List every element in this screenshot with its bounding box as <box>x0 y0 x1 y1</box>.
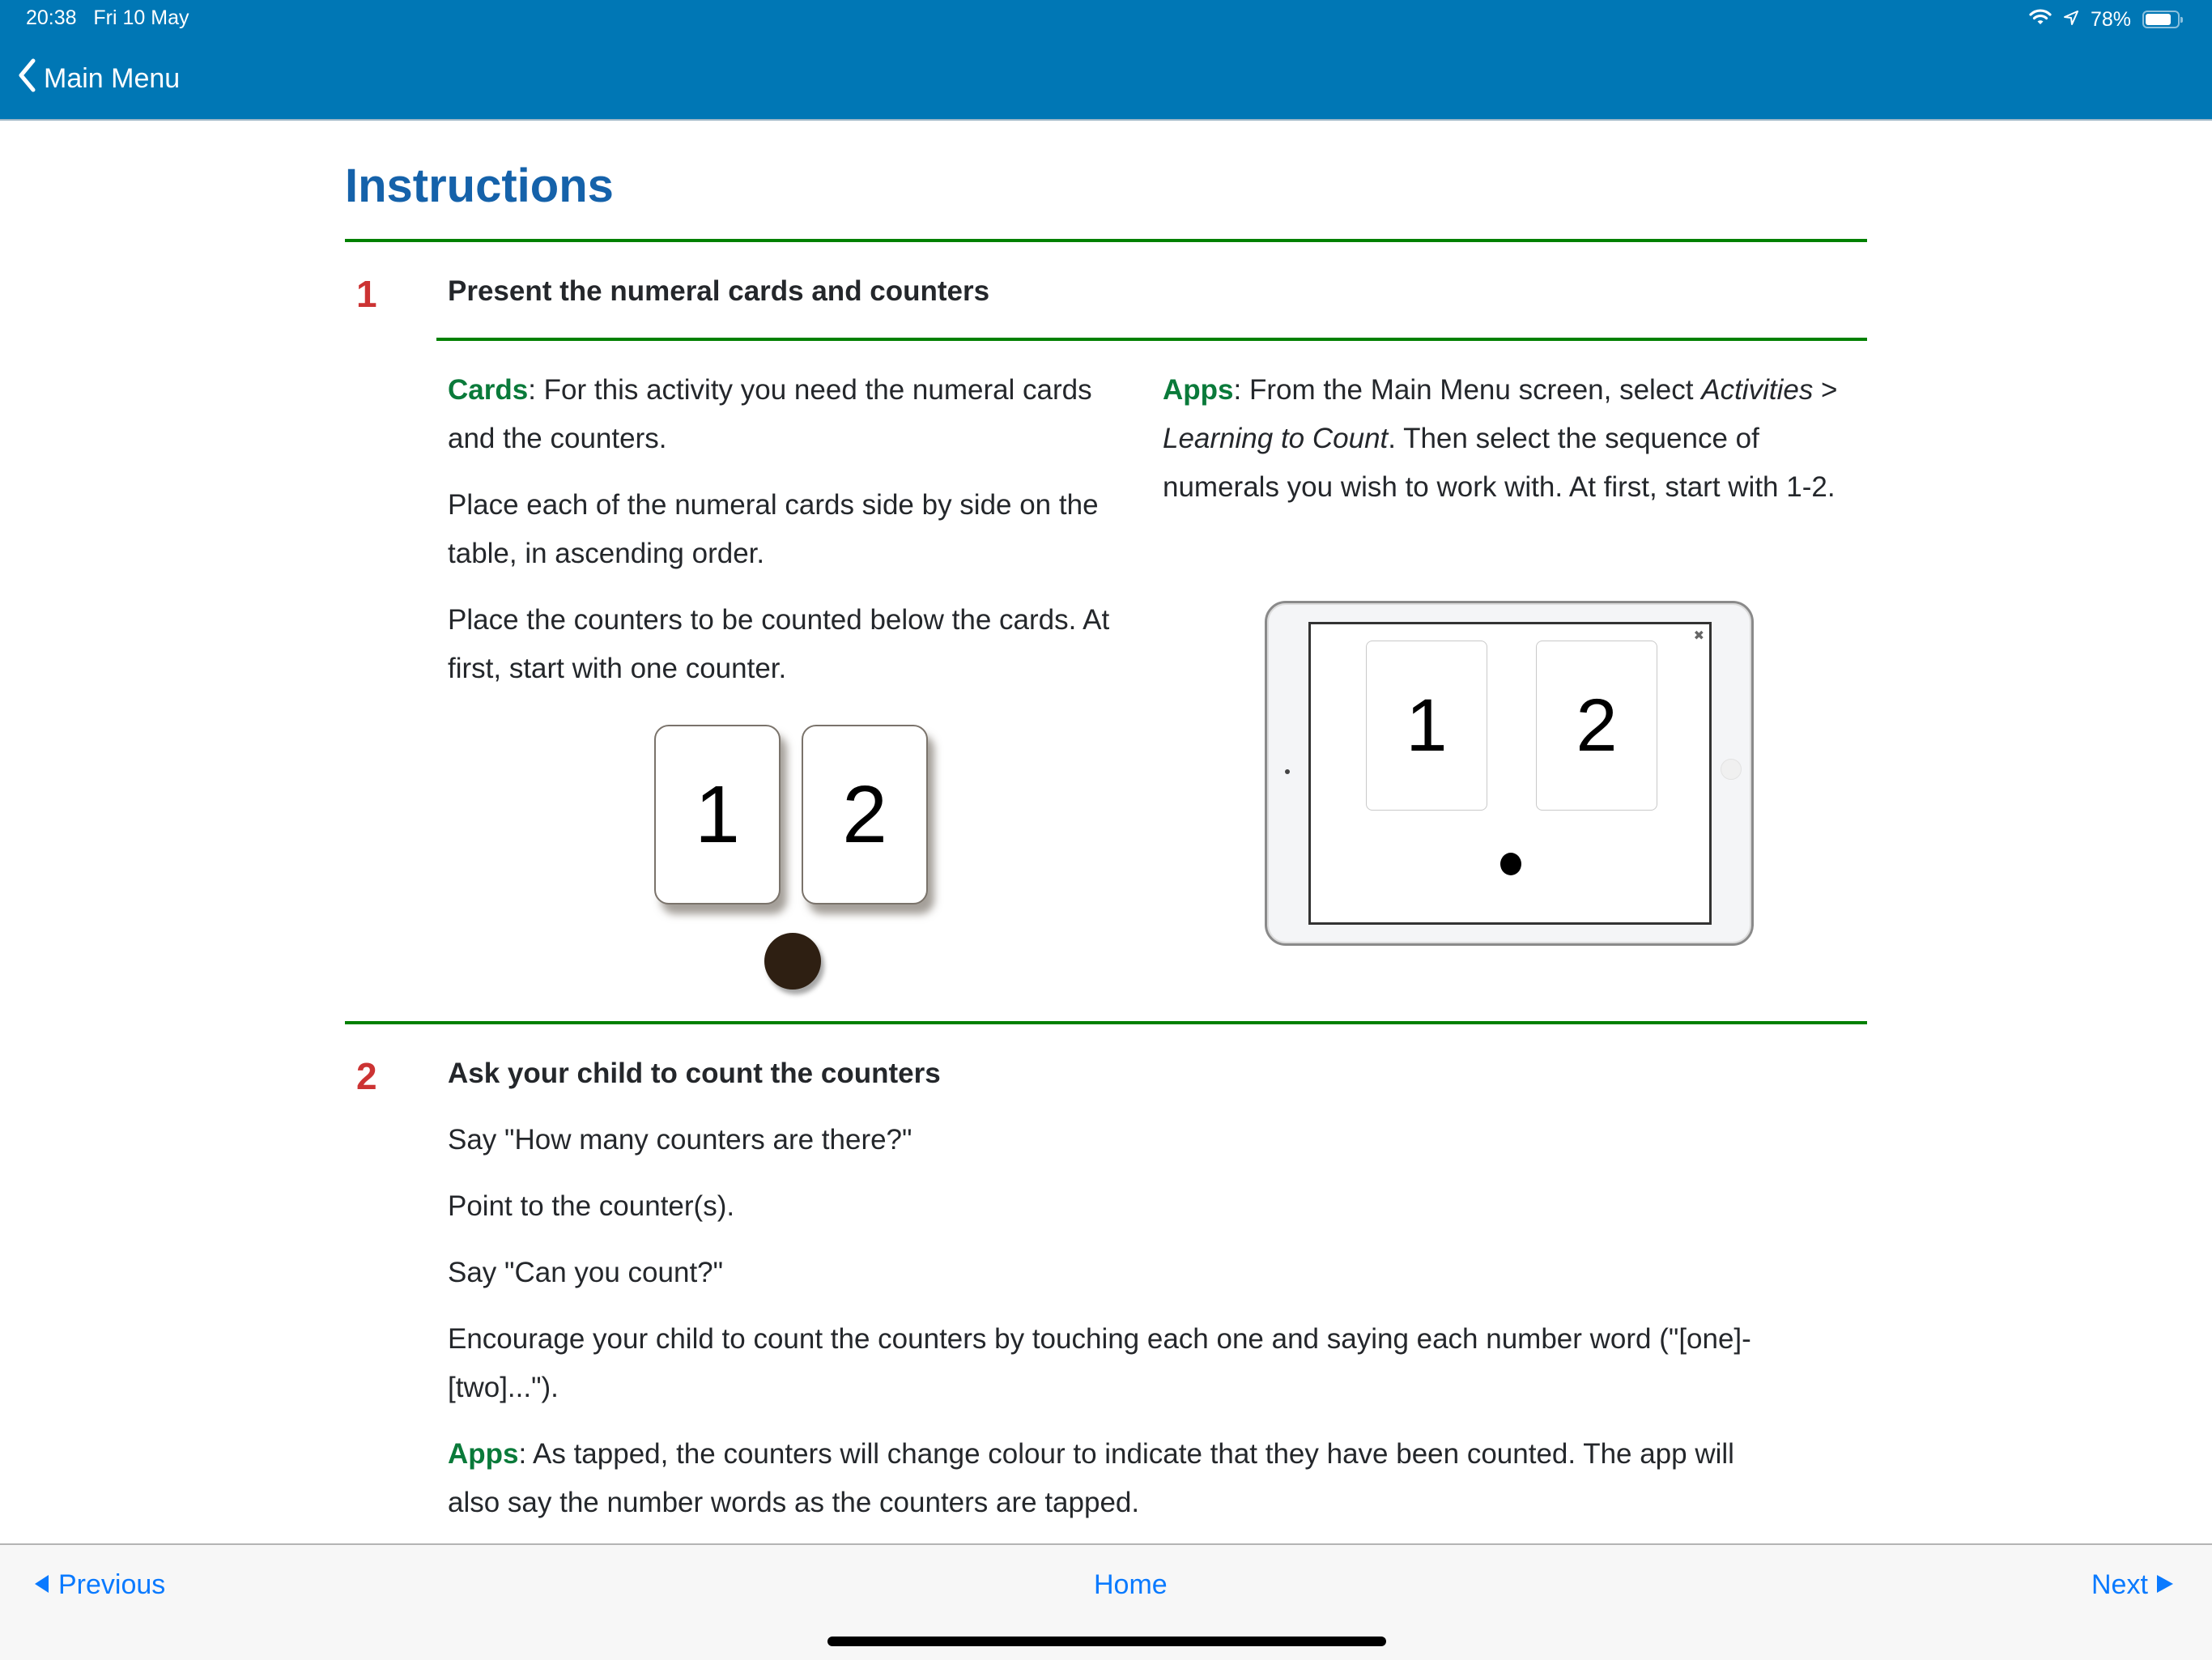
apps-keyword: Apps <box>448 1438 519 1470</box>
cards-paragraph <box>448 366 1136 463</box>
screen-numeral-card <box>1366 641 1487 811</box>
status-indicators <box>2029 6 2180 32</box>
date: Fri 10 May <box>93 6 189 29</box>
step-heading-divider <box>436 338 1867 341</box>
apps-paragraph <box>1163 366 1867 512</box>
status-time <box>26 6 189 30</box>
apps-text: : As tapped, the counters will change colour to indicate that they have been counted. The app will also say the number words as the counters are tapped. <box>448 1438 1734 1518</box>
apps-paragraph <box>448 1430 1792 1527</box>
screen-numeral-card <box>1536 641 1657 811</box>
clock: 20:38 <box>26 6 77 29</box>
apps-text-end: . Then select the sequence of numerals you wish to work with. At first, start with 1-2. <box>1163 423 1836 503</box>
wifi-icon <box>2029 8 2052 32</box>
ipad-illustration <box>1265 601 1754 946</box>
cards-instructions <box>448 366 1136 711</box>
location-arrow-icon <box>2063 8 2079 32</box>
next-label: Next <box>2091 1569 2148 1600</box>
main-menu-back-button[interactable] <box>18 58 180 99</box>
camera-dot <box>1285 769 1290 774</box>
chevron-left-icon <box>18 58 36 100</box>
learning-to-count-ref: Learning to Count <box>1163 423 1389 454</box>
battery-icon <box>2142 11 2180 28</box>
home-label: Home <box>1094 1569 1168 1600</box>
card-numeral: 2 <box>842 768 887 860</box>
home-button[interactable] <box>1094 1569 1168 1601</box>
apps-instructions <box>1163 366 1867 530</box>
place-counters-paragraph: Place the counters to be counted below the cards. At first, start with one counter. <box>448 604 1110 684</box>
previous-label: Previous <box>58 1569 166 1600</box>
back-label: Main Menu <box>44 62 181 94</box>
screen-counter-dot <box>1500 853 1521 875</box>
cards-text: : For this activity you need the numeral cards and the counters. <box>448 374 1092 454</box>
home-button-icon <box>1721 759 1742 780</box>
page-title: Instructions <box>345 160 614 212</box>
numeral-card <box>802 725 928 904</box>
activities-menu-ref: Activities <box>1701 374 1814 406</box>
card-numeral: 2 <box>1576 683 1618 767</box>
card-numeral: 1 <box>1406 683 1448 767</box>
step-heading: Ask your child to count the counters <box>448 1058 941 1089</box>
cards-keyword: Cards <box>448 374 529 406</box>
step-number: 1 <box>356 273 377 315</box>
place-cards-paragraph: Place each of the numeral cards side by side on the table, in ascending order. <box>448 489 1099 569</box>
navigation-bar <box>0 0 2212 121</box>
triangle-left-icon <box>34 1569 50 1601</box>
app-screen-preview <box>1308 622 1712 925</box>
section-divider <box>345 239 1867 242</box>
step-heading: Present the numeral cards and counters <box>448 275 990 307</box>
instruction-paragraph: Say "How many counters are there?" <box>448 1124 912 1156</box>
next-button[interactable] <box>2091 1569 2174 1601</box>
numeral-card <box>654 725 781 904</box>
counter-disc <box>764 933 821 990</box>
separator: > <box>1813 374 1838 406</box>
previous-button[interactable] <box>34 1569 165 1601</box>
home-indicator[interactable] <box>827 1637 1386 1646</box>
apps-keyword: Apps <box>1163 374 1234 406</box>
card-numeral: 1 <box>695 768 740 860</box>
step-2-body <box>448 1116 1792 1527</box>
step-number: 2 <box>356 1055 377 1097</box>
instruction-paragraph: Point to the counter(s). <box>448 1190 735 1222</box>
instruction-paragraph: Encourage your child to count the counters by touching each one and saying each number word ("[one]-[two]..."). <box>448 1323 1751 1403</box>
battery-percent: 78% <box>2090 7 2131 31</box>
apps-text: : From the Main Menu screen, select <box>1233 374 1702 406</box>
instruction-paragraph: Say "Can you count?" <box>448 1257 724 1288</box>
section-divider <box>345 1021 1867 1024</box>
close-icon: ✖ <box>1693 629 1704 643</box>
triangle-right-icon <box>2156 1569 2174 1601</box>
